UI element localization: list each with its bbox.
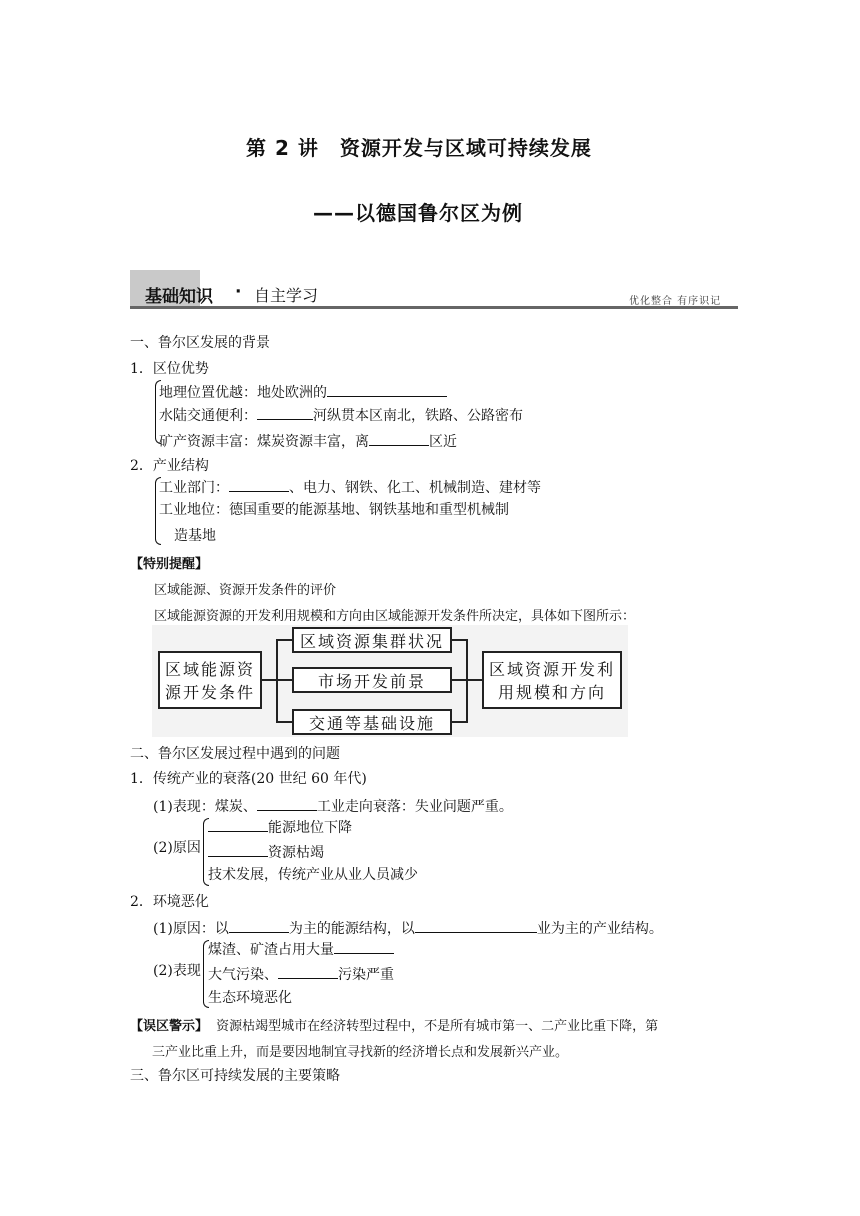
- diagram-box-clusters: 区域资源集群状况: [292, 627, 452, 653]
- diagram-box-conditions: 区域能源资源开发条件: [158, 651, 262, 709]
- section1-heading: 一、鲁尔区发展的背景: [130, 335, 270, 351]
- transport-text: 水陆交通便利：: [159, 408, 257, 424]
- diagram-box-infrastructure: 交通等基础设施: [292, 709, 452, 735]
- decline-cause-1-blank[interactable]: [208, 817, 268, 832]
- decline-performance-line: [153, 796, 513, 816]
- warning-line-2: 三产业比重上升，而是要因地制宜寻找新的经济增长点和发展新兴产业。: [152, 1045, 569, 1060]
- tip-line1: 区域能源、资源开发条件的评价: [154, 583, 337, 598]
- environment-cause-text-3: 业为主的产业结构。: [536, 921, 663, 937]
- environment-perf-2-text-2: 污染严重: [338, 967, 394, 983]
- decline-performance-text: (1)表现：煤炭、: [153, 799, 257, 815]
- geo-location-line: [159, 382, 447, 402]
- mineral-text: 矿产资源丰富：煤炭资源丰富，离: [159, 434, 369, 450]
- decline-cause-3: 技术发展，传统产业从业人员减少: [208, 867, 418, 883]
- decline-cause-2: [208, 842, 324, 862]
- environment-cause-line: [153, 918, 663, 938]
- decline-performance-text-2: 工业走向衰落：失业问题严重。: [316, 799, 513, 815]
- section2-heading: 二、鲁尔区发展过程中遇到的问题: [130, 746, 340, 762]
- transport-line: [159, 405, 523, 425]
- mineral-text-2: 区近: [429, 434, 457, 450]
- industry-dept-text-2: 、电力、钢铁、化工、机械制造、建材等: [289, 480, 541, 496]
- location-advantage-label: 1．区位优势: [130, 361, 209, 377]
- environment-performance-label: (2)表现: [153, 963, 201, 979]
- environment-perf-2-text: 大气污染、: [208, 967, 278, 983]
- diagram-connector-right-spine: [466, 639, 468, 723]
- industry-dept-text: 工业部门：: [159, 480, 229, 496]
- diagram-box-market: 市场开发前景: [292, 667, 452, 693]
- diagram-connector-right-stem: [466, 679, 482, 681]
- environment-perf-3: 生态环境恶化: [208, 990, 292, 1006]
- banner-right-label: 优化整合 有序识记: [629, 296, 722, 307]
- environment-cause-text-2: 为主的能源结构，以: [288, 921, 415, 937]
- environment-cause-text: (1)原因：以: [153, 921, 229, 937]
- tip-line2: 区域能源资源的开发利用规模和方向由区域能源开发条件所决定，具体如下图所示：: [154, 609, 636, 624]
- banner-main-label: 基础知识: [145, 287, 213, 307]
- warning-line-1: [130, 1015, 658, 1034]
- environment-perf-2-blank[interactable]: [278, 964, 338, 979]
- mineral-blank[interactable]: [369, 431, 429, 446]
- industry-dept-blank[interactable]: [229, 477, 289, 492]
- section3-heading: 三、鲁尔区可持续发展的主要策略: [130, 1068, 340, 1084]
- transport-blank[interactable]: [257, 405, 313, 420]
- banner-dot: ·: [235, 282, 242, 302]
- decline-cause-2-text: 资源枯竭: [268, 845, 324, 861]
- warning-text-1: 资源枯竭型城市在经济转型过程中，不是所有城市第一、二产业比重下降，第: [216, 1019, 659, 1034]
- environment-label: 2．环境恶化: [130, 894, 209, 910]
- environment-perf-2: [208, 964, 394, 984]
- geo-location-blank[interactable]: [327, 382, 447, 397]
- diagram-box-scale-direction: 区域资源开发利用规模和方向: [482, 651, 622, 709]
- evaluation-diagram: [152, 625, 628, 737]
- environment-perf-1: [208, 939, 394, 959]
- diagram-connector-left-stem: [262, 679, 277, 681]
- environment-perf-1-text: 煤渣、矿渣占用大量: [208, 942, 334, 958]
- industry-status-line-2: 造基地: [174, 528, 216, 544]
- decline-cause-1-text: 能源地位下降: [268, 820, 352, 836]
- decline-cause-label: (2)原因: [153, 840, 201, 856]
- decline-label: 1．传统产业的衰落(20 世纪 60 年代): [130, 771, 367, 787]
- environment-cause-blank-2[interactable]: [415, 918, 537, 933]
- warning-label: 【误区警示】: [130, 1019, 209, 1034]
- diagram-connector-left-spine: [276, 639, 278, 723]
- environment-perf-1-blank[interactable]: [334, 939, 394, 954]
- industry-structure-label: 2．产业结构: [130, 458, 209, 474]
- diagram-connector-left-bot: [276, 721, 292, 723]
- diagram-connector-left-top: [276, 639, 292, 641]
- lecture-title: 第 2 讲 资源开发与区域可持续发展: [246, 136, 592, 160]
- decline-cause-1: [208, 817, 352, 837]
- decline-cause-2-blank[interactable]: [208, 842, 268, 857]
- transport-text-2: 河纵贯本区南北，铁路、公路密布: [313, 408, 523, 424]
- banner-sub-label: 自主学习: [254, 286, 319, 305]
- decline-performance-blank[interactable]: [257, 796, 317, 811]
- industry-status-line: 工业地位：德国重要的能源基地、钢铁基地和重型机械制: [159, 502, 509, 518]
- geo-location-text: 地理位置优越：地处欧洲的: [159, 385, 327, 401]
- tip-label: 【特别提醒】: [130, 557, 209, 572]
- lecture-subtitle: ——以德国鲁尔区为例: [313, 201, 523, 225]
- environment-cause-blank-1[interactable]: [229, 918, 289, 933]
- industry-dept-line: [159, 477, 541, 497]
- mineral-line: [159, 431, 457, 451]
- diagram-connector-left-mid: [276, 679, 292, 681]
